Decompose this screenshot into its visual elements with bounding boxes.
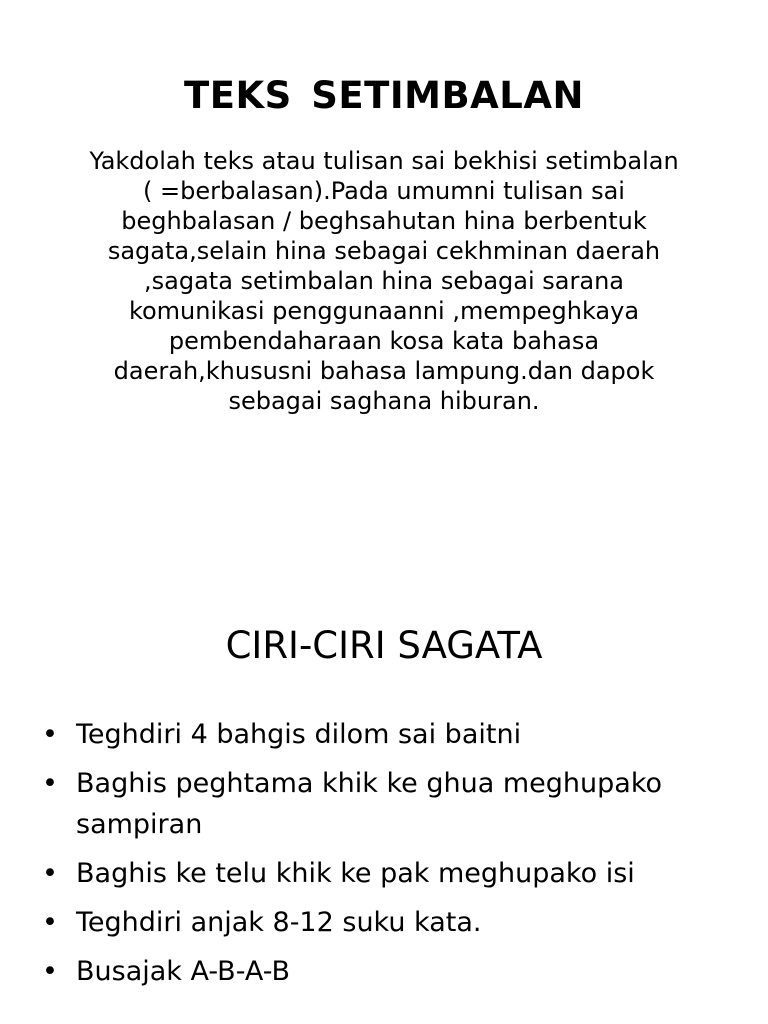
intro-paragraph <box>80 146 688 416</box>
list-item <box>40 853 730 894</box>
bullet-icon: • <box>42 907 58 938</box>
section-title: CIRI-CIRI SAGATA <box>225 624 543 667</box>
bullet-icon: • <box>42 956 58 987</box>
list-item-text: Baghis ke telu khik ke pak meghupako isi <box>76 858 635 889</box>
list-item-text: Busajak A-B-A-B <box>76 956 291 987</box>
list-item <box>40 951 730 992</box>
slide-title: TEKS SETIMBALAN <box>184 74 584 117</box>
bullet-icon: • <box>42 768 58 799</box>
bullet-icon: • <box>42 858 58 889</box>
list-item-text: Baghis peghtama khik ke ghua meghupako sampiran <box>76 768 663 840</box>
list-item <box>40 902 730 943</box>
intro-line-2: ( =berbalasan).Pada umumni tulisan sai beghbalasan / beghsahutan hina berbentuk sagata,selain hina sebagai cekhminan daerah ,sagata setimbalan hina sebagai sarana komunikasi penggunaanni ,mempeghkaya pembendaharaan kosa kata bahasa daerah,khususni bahasa lampung.dan dapok sebagai saghana hiburan. <box>107 177 661 415</box>
characteristics-list <box>40 714 730 1000</box>
list-item <box>40 714 730 755</box>
list-item-text: Teghdiri 4 bahgis dilom sai baitni <box>76 719 522 750</box>
intro-line-1: Yakdolah teks atau tulisan sai bekhisi setimbalan <box>89 147 679 175</box>
list-item-text: Teghdiri anjak 8-12 suku kata. <box>76 907 482 938</box>
bullet-icon: • <box>42 719 58 750</box>
list-item <box>40 763 730 845</box>
